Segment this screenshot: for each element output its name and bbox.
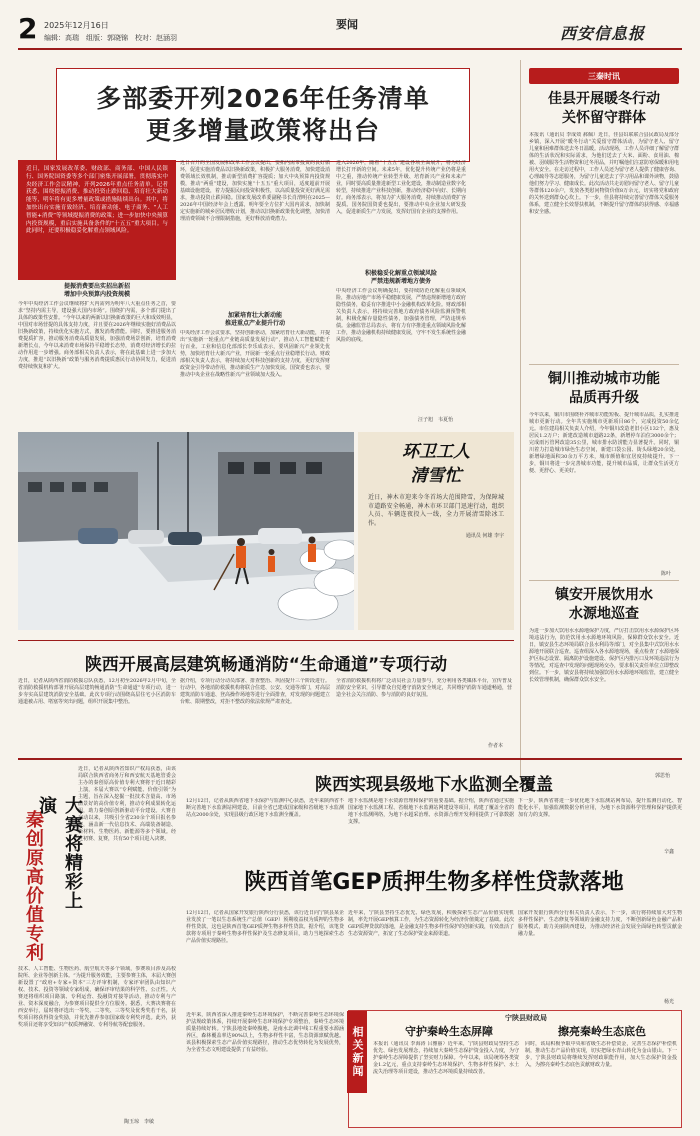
- vertical-column-body-right: 近日，记者从陕西省知识产权局获悉，由该局联合陕西省商务厅和西安航天基地管委会主办的秦创原高价值专利大赛将于近日精彩上演，本届大赛以“专利赋能、价值引领”为主题，旨在深入挖掘一批技术含量高、市场前景好的高价值专利，推动专利成果转化运用，助力秦创原创新驱动平台建设。大赛自启动以来，共吸引全省230余个项目报名参赛，涵盖新一代信息技术、高端装备制造、新材料、生物医药、新能源等多个领域。经过初赛、复赛，共有50个项目进入决赛。: [78, 766, 176, 842]
- fire-article-headline: 陕西开展高层建筑畅通消防“生命通道”专项行动: [84, 655, 448, 675]
- issue-date: 2025年12月16日: [44, 21, 109, 30]
- fire-article-col1: 近日，记者从陕西省消防救援总队获悉，12月初至2026年2月中旬，全省消防救援机构部署开展高层建筑畅通消防“生命通道”专项行动，进一步夯实高层建筑消防安全基础。此次专项行动围绕高层住宅小区消防车通道被占用、堵塞等突出问题，组织开展集中整治。: [18, 678, 176, 705]
- right-story2-title: 铜川推动城市功能 品质再升级: [548, 371, 660, 406]
- water-article-col2: 地下水监测是地下水资源管理和保护的重要基础。据介绍，陕西省通过实施国家地下水监测工程、省级地下水监测站网建设等项目，构建了覆盖全省的地下水监测网络，为地下水超采治理、水资源合理开发利用提供了可靠数据支撑。: [348, 798, 514, 825]
- fire-article-col2: 据介绍，专项行动分动员部署、排查整治、巩固提升三个阶段进行。行动中，各地消防救援机构将联合住建、公安、交通等部门，对高层建筑消防车通道、登高操作场地等进行全面排查，对发现的问题建立台账、限期整改，对拒不整改的依法依规严肃查处。: [180, 678, 330, 705]
- lead-subhead-3: 积极稳妥化解重点领域风险 严禁违规新增地方债务: [364, 270, 437, 285]
- newspaper-logo: 西安信息报: [560, 24, 646, 43]
- fire-article-byline: 作者本: [488, 743, 504, 749]
- right-story3-body: 为进一步加大饮用水水源地保护力度，严厉打击饮用水水源保护区环境违法行为，防范饮用水水源地环境风险，保障群众饮水安全。近日，镇安县生态环境局联合县水利局等部门，对全县集中式饮用水水源地开展联合巡查。巡查组深入各水源地现场，重点检查了水源地保护区标志设置、隔离防护设施建设、保护区内排污口及环境违法行为等情况，对巡查中发现的问题现场交办，要求相关责任单位立即整改到位。下一步，镇安县将持续加强饮用水水源地环境监管，建立健全长效管理机制，确保群众饮水安全。: [529, 628, 679, 683]
- right-column-label: 三秦时讯: [588, 71, 620, 81]
- water-article-headline: 陕西实现县级地下水监测全覆盖: [315, 775, 553, 795]
- lead-byline: 汪子旭 韦夏怡: [418, 417, 454, 423]
- photo-caption-byline: 通讯员 何雄 李宇: [465, 533, 504, 540]
- related-news-label-box: [347, 1011, 367, 1093]
- lead-subhead-2: 加紧培育壮大新动能 推进重点产业提升行动: [224, 312, 285, 327]
- right-story3-title: 镇安开展饮用水 水源地巡查: [555, 587, 653, 622]
- gep-headline-box: [186, 858, 682, 902]
- fire-article-col3: 全省消防救援机构将广泛动员社会力量参与，充分利用各类媒体平台，宣传普及消防安全常识，引导群众自觉遵守消防安全规定，共同维护消防车通道畅通，营造全社会关注消防、参与消防的良好氛围。: [336, 678, 512, 698]
- lead-headline-box: [56, 68, 470, 162]
- masthead-divider: [18, 48, 682, 50]
- vertical-column-title-2: 大赛将精彩上演: [36, 796, 83, 910]
- related-news-title-1: 守护秦岭生态屏障: [405, 1025, 493, 1038]
- lead-summary-box: [18, 160, 176, 280]
- gep-article-col3: 国家开发银行陕西分行相关负责人表示，下一步，该行将持续加大对生物多样性保护、生态修复等领域的金融支持力度，不断创新绿色金融产品和服务模式，助力美丽陕西建设，为推动经济社会发展全面绿色转型贡献金融力量。: [518, 910, 682, 937]
- lead-body-col1: 今年中央经济工作会议继续将扩大内需列为明年八大重点任务之首，要求“坚持内需主导，建设强大国内市场”。围绕扩内需，多个部门提出了具体的政策性安排。“今年以来的两新以旧换新政策的巨大和成效明显，中国对市场营提的具体支持力度，并且要在2026年继续实施好消费品以旧换新政策，持续优化实施方式，激发消费潜能。同时，要推进服务消费提质扩容，推动服务消费高质量发展，加强消费场景创新，培育消费新增长点，今年以来消费市场保持平稳增长态势，消费对经济增长的拉动作用进一步增强。商务部相关负责人表示，将在此基础上进一步加大力度，推进“以旧换新”政策与服务消费提质惠民行动协同发力，促进消费持续恢复和扩大。: [18, 301, 176, 370]
- lead-subhead-1: 提振消费要出实招出新招 增加中央预算内投资规模: [63, 283, 130, 298]
- water-article-byline: 辛鑫: [664, 849, 675, 855]
- page-number: 2: [18, 12, 38, 45]
- snow-street-illustration: [18, 432, 354, 630]
- photo-caption-title: 环卫工人 清雪忙: [402, 442, 470, 486]
- gep-article-headline: 陕西首笔GEP质押生物多样性贷款落地: [244, 869, 624, 895]
- water-article-col1: 12月12日，记者从陕西省地下水保护与监测中心获悉，近年来陕西省不断完善地下水监测站网建设，目前全省已建成国家级和省级地下水监测站点2000余处，实现县级行政区地下水监测全覆盖。: [186, 798, 344, 818]
- related-news-label: 相关新闻: [351, 1026, 364, 1078]
- right-story2-byline: 陈叶: [661, 571, 672, 577]
- snow-cleaning-photo: [18, 432, 354, 630]
- gep-article-byline: 杨光: [664, 999, 675, 1005]
- right-story2-body: 今年以来，铜川市围绕补齐城市功能短板、提升城市品质，扎实推进城市更新行动。全年共实施城市更新项目86个，完成投资50余亿元。市住建局相关负责人介绍，今年铜川改造老旧小区132个，惠及居民1.2万户；新建改造城市道路22条，新增停车泊位3000余个；完成雨污管网改造35公里，城市排水防涝能力显著提升。同时，铜川着力打造城市绿色生态空间，新建口袋公园、街头绿地20余处，新增绿地面积30余万平方米，城市颜值和宜居度持续提升。下一步，铜川将进一步完善城市功能，提升城市品质，让群众生活更方便、更舒心、更美好。: [529, 412, 679, 474]
- bottom-left-byline: 陶玉琼 李敏: [124, 1119, 155, 1125]
- right-column-label-bar: [529, 68, 679, 84]
- related-news-box: [348, 1010, 682, 1128]
- related-news-title-2: 擦亮秦岭生态底色: [558, 1025, 646, 1038]
- masthead: [0, 0, 700, 58]
- fire-article-top-rule: [18, 640, 514, 641]
- right-divider-2: [529, 580, 679, 581]
- right-story1-title: 佳县开展暖冬行动 关怀留守群体: [548, 91, 660, 126]
- photo-caption-text: 近日，神木市迎来今冬首场大范围降雪，为保障城市道路安全畅通，神木市环卫部门迅速行动，组织人员、车辆连夜投入一线，全力开展清雪除冰工作。: [368, 494, 504, 527]
- right-story3-byline: 郭思怡: [655, 773, 671, 779]
- gep-article-col2: 近年来，宁陕县坚持生态优先、绿色发展，积极探索生态产品价值实现机制，率先开展GEP核算工作，为生态资源转化为经济价值奠定了基础。此次GEP质押贷款的落地，是金融支持生物多样性保护的创新实践，有效盘活了生态资源资产，拓宽了生态保护资金来源渠道。: [348, 910, 514, 937]
- lead-body-col3-bottom: 中央经济工作会议明确提出，要持续防范化解重点领域风险，推动房地产市场平稳健康发展，严禁违规新增地方政府隐性债务，稳妥有序推进中小金融机构改革化险。财政部相关负责人表示，将持续完善地方政府债务风险监测预警机制，积极化解存量隐性债务，加强债务管理，严防违规举债。金融监管总局表示，将有力有序推进重点领域风险化解工作，推动金融机构持续健康发展，守牢不发生系统性金融风险的底线。: [336, 288, 466, 343]
- right-divider-1: [529, 364, 679, 365]
- vertical-column-body-bottom: 技术、人工智能、生物医药、航空航天等多个领域，参赛项目涉及高校院所、企业等创新主体。“为提升服务效能，主要参赛主体，本届大赛创新设置了“政府+专家+资本”三方评审机制，专家评审团队由知识产权、技术、投资等领域专家组成，确保评审结果的科学性、公正性。大赛还将组织项目路演、专利运营、投融资对接等活动，推动专利与产业、资本深度融合，为参赛项目提供全方位服务。据悉，大赛决赛将在西安举行，届时将评选出一等奖、二等奖、三等奖及优秀奖若干名，获奖项目将获得资金奖励，并优先推荐参加国家级专利奖评选。此外，获奖项目还将享受知识产权质押融资、专利导航等配套服务。: [18, 966, 176, 1028]
- right-story1-body: 本报讯（通讯员 李成效 郝佩）近日，佳县妇联联合县民政局及部分乡镇，深入开展“暖冬行动”关爱留守群体活动，为留守老人、留守儿童和困难群体送去冬日温暖。活动现场，工作人员详细了解留守群体的生活状况和实际需求，为他们送去了大米、面粉、食用油、棉被、羽绒服等生活物资和过冬用品，并叮嘱他们注意防寒保暖和用电用火安全。在走访过程中，工作人员还为留守老人提供了健康咨询、心理疏导等志愿服务，为留守儿童送去了学习用品和课外读物，鼓励他们努力学习、健康成长。此次活动共走访慰问留守老人、留守儿童等群体120余户，发放各类慰问物资价值8万余元，切实将党和政府的关怀送到群众心坎上。下一步，佳县将持续完善留守群体关爱服务体系，建立健全长效帮扶机制，不断提升留守群体的获得感、幸福感和安全感。: [529, 132, 679, 215]
- water-article-col3: 下一步，陕西省将进一步优化地下水监测站网布局，提升监测自动化、智能化水平，加强监测数据分析应用，为地下水资源科学管理和保护提供更加有力的支撑。: [518, 798, 682, 818]
- lower-block-top-rule: [18, 758, 682, 760]
- related-news-left-text: 近年来，陕西省深入推进秦岭生态环境保护，不断完善秦岭生态环境保护法规政策体系，持续开展秦岭生态环境保护专项整治，秦岭生态环境质量持续好转。宁陕县地处秦岭腹地，是南水北调中线工程重要水源涵养区，森林覆盖率达90%以上，生物多样性丰富，生态资源禀赋优越。该县积极探索生态产品价值实现路径，推动生态优势转化为发展优势，为全省生态文明建设提供了有益经验。: [186, 1012, 344, 1053]
- lead-body-col2-bottom: 中央经济工作会议要求，坚持创新驱动，加紧培育壮大新动能，并提出“实施新一轮重点产业链高质量发展行动”，推动人工智能赋能千行百业。工业和信息化部部长李乐成表示，要巩固新兴产业领先优势，加快培育壮大新兴产业，开展新一轮重点行业稳增长行动。财政部相关负责人表示，将持续加大对科技创新的支持力度，更好发挥财政资金引导带动作用，推动新质生产力加快发展。国资委也表示，要推动中央企业在战略性新兴产业领域加大投入。: [180, 330, 330, 378]
- lead-headline-line1: 多部委开列2026年任务清单: [96, 84, 430, 113]
- lead-summary: 近日，国家发展改革委、财政部、商务部、中国人民银行、国务院国资委等多个部门密集开展部署，贯彻落实中央经济工作会议精神，开列2026年重点任务清单。记者获悉，围绕提振消费、推动投资止跌回稳、培育壮大新动能等，明年将有更多增量政策或措施陆续出台。其中，将加快出台实施育致经济、培育新动能、电子商务、“人工智能+消费”等领域提振消费的政策；进一步加快中央预算内投资规模，重启实施具备条件的“十五五”重大项目。与此同时，还要积极稳妥化解重点领域风险。: [26, 166, 168, 235]
- related-news-body-2: 同时，该局积极争取中央和省级生态补偿资金，完善生态保护补偿机制，推动生态产品价值实现，切实把绿水青山转化为金山银山。下一步，宁陕县财政局将继续发挥财政职能作用，加大生态保护资金投入，为擦亮秦岭生态底色贡献财政力量。: [525, 1041, 677, 1068]
- lead-headline-line2: 更多增量政策将出台: [145, 116, 380, 145]
- editors-line: 编辑：高瑞 组版：郭晓锦 校对：赵涵羽: [44, 34, 177, 42]
- related-news-body-1: 本报讯（通讯员 李海涛 吕雅丽）近年来，宁陕县财政局坚持生态优先、绿色发展理念，持续加大秦岭生态保护资金投入力度，为守护秦岭生态屏障提供了坚实财力保障。今年以来，该局统筹各类资金1.2亿元，重点支持秦岭生态环境保护、生物多样性保护、水土流失治理等项目建设，推动生态环境质量持续改善。: [373, 1041, 519, 1075]
- related-news-org: 宁陕县财政局: [505, 1014, 547, 1022]
- vertical-column-title-1: 秦创原高价值专利: [23, 810, 44, 962]
- gep-article-col1: 12月12日，记者从国家开发银行陕西分行获悉，该行近日向宁陕县某企业发放了一笔以生态系统生产总值（GEP）预期收益权为质押的生物多样性贷款，这也是陕西首笔GEP质押生物多样性贷款。据介绍，该笔贷款将专项用于秦岭生物多样性保护及生态修复项目，助力当地探索生态产品价值实现路径。: [186, 910, 344, 944]
- section-name: 要闻: [336, 18, 358, 31]
- lead-body-col2-top: 近日召开的全国发展和改革工作会议提出，要拓内需带投资的良好循环，促进实施消费品以旧换新政策，积极扩大服务消费，加快建设消费领域长效机制，推动新型消费扩容提质；加大中央预算内投资规模，推动“两重”建设，加快实施“十五五”重大项目，适度超前开展基础设施建设，着力提振民间投资积极性，以高质量投资更好满足需求，推动投资止跌回稳。国家发展改革委副秘书长肖渭明在2025—2026年中国经济年会上透露，明年要全方位扩大国内需求，加快制定实施新的城乡居民增收计划，推动以旧换新政策优化调整，加快清理消费领域不合理限制措施，更好释放消费潜力。: [180, 160, 330, 222]
- lead-body-col3-top: 进入2026年，随着“十五五”建设各项全面展开，将为经济增长打开新的空间。未来5年，优化提升传统产业仍将是重中之重，推动传统产业转型升级、培育新兴产业和未来产业，同时要高质量推进新型工业化建设，推动制造业数字化转型，持续推进产业科技创新，推动经济稳中向好、长期向好。商务部表示，将加力扩大服务消费，持续推动消费扩容提质。国务院国资委也提出，要推动中央企业加大研发投入，促进新质生产力发展，发挥好国有企业的支撑作用。: [336, 160, 466, 215]
- right-column: [520, 60, 684, 780]
- photo-caption-box: [358, 432, 514, 630]
